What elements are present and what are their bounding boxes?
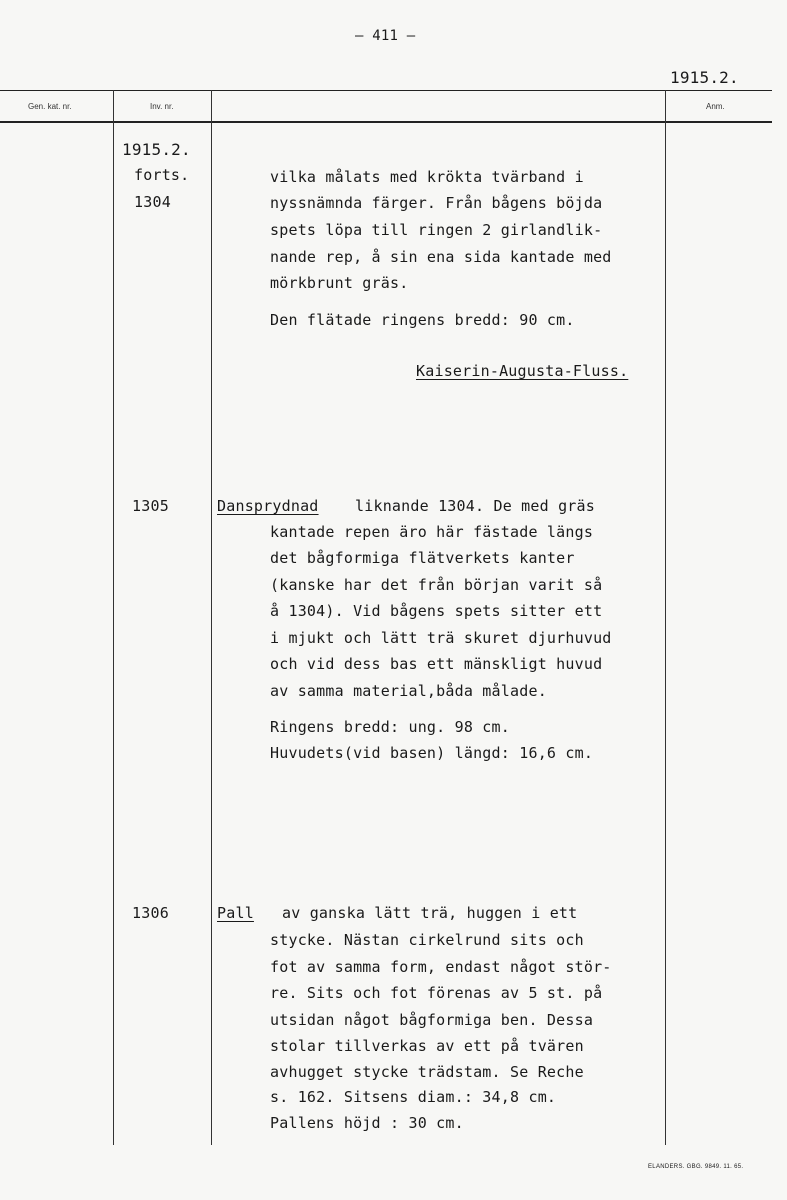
inv-number-1306: 1306 [132,904,169,922]
text-line: stycke. Nästan cirkelrund sits och [270,931,584,949]
text-line: (kanske har det från början varit så [270,576,603,594]
text-line: Pallens höjd : 30 cm. [270,1114,464,1132]
text-line: re. Sits och fot förenas av 5 st. på [270,984,603,1002]
object-term: Dansprydnad [217,497,319,515]
measurement-line: Den flätade ringens bredd: 90 cm. [270,311,575,329]
column-divider-1 [113,90,114,1145]
text-line: nande rep, å sin ena sida kantade med [270,248,612,266]
text-line: nyssnämnda färger. Från bågens böjda [270,194,603,212]
measurement-line: Huvudets(vid basen) längd: 16,6 cm. [270,744,594,762]
inv-number-1304: 1304 [134,193,171,211]
column-inv-nr: Inv. nr. [150,102,174,111]
text-line: i mjukt och lätt trä skuret djurhuvud [270,629,612,647]
text-line: mörkbrunt gräs. [270,274,409,292]
column-anm: Anm. [706,102,725,111]
column-divider-2 [211,90,212,1145]
continued-label: forts. [134,166,190,184]
inv-number-1305: 1305 [132,497,169,515]
printer-mark: ELANDERS. GBG. 9849. 11. 65. [648,1164,744,1170]
text-line: och vid dess bas ett mänskligt huvud [270,655,603,673]
object-term: Pall [217,904,254,922]
text-line: fot av samma form, endast något stör- [270,958,612,976]
header-top-rule [0,90,772,91]
text-line: av ganska lätt trä, huggen i ett [282,904,578,922]
text-line: avhugget stycke trädstam. Se Reche [270,1063,584,1081]
location-heading: Kaiserin-Augusta-Fluss. [416,362,629,380]
page-number: – 411 – [355,28,416,44]
text-line: å 1304). Vid bågens spets sitter ett [270,602,603,620]
column-divider-3 [665,90,666,1145]
text-line: av samma material,båda målade. [270,682,547,700]
text-line: s. 162. Sitsens diam.: 34,8 cm. [270,1088,557,1106]
text-line: det bågformiga flätverkets kanter [270,549,575,567]
text-line: stolar tillverkas av ett på tvären [270,1037,584,1055]
text-line: spets löpa till ringen 2 girlandlik- [270,221,603,239]
header-code: 1915.2. [670,68,739,87]
column-gen-kat-nr: Gen. kat. nr. [28,102,72,111]
inv-number-year: 1915.2. [122,140,191,159]
text-line: liknande 1304. De med gräs [355,497,595,515]
header-bottom-rule [0,121,772,123]
measurement-line: Ringens bredd: ung. 98 cm. [270,718,510,736]
text-line: utsidan något bågformiga ben. Dessa [270,1011,594,1029]
text-line: vilka målats med krökta tvärband i [270,168,584,186]
text-line: kantade repen äro här fästade längs [270,523,594,541]
